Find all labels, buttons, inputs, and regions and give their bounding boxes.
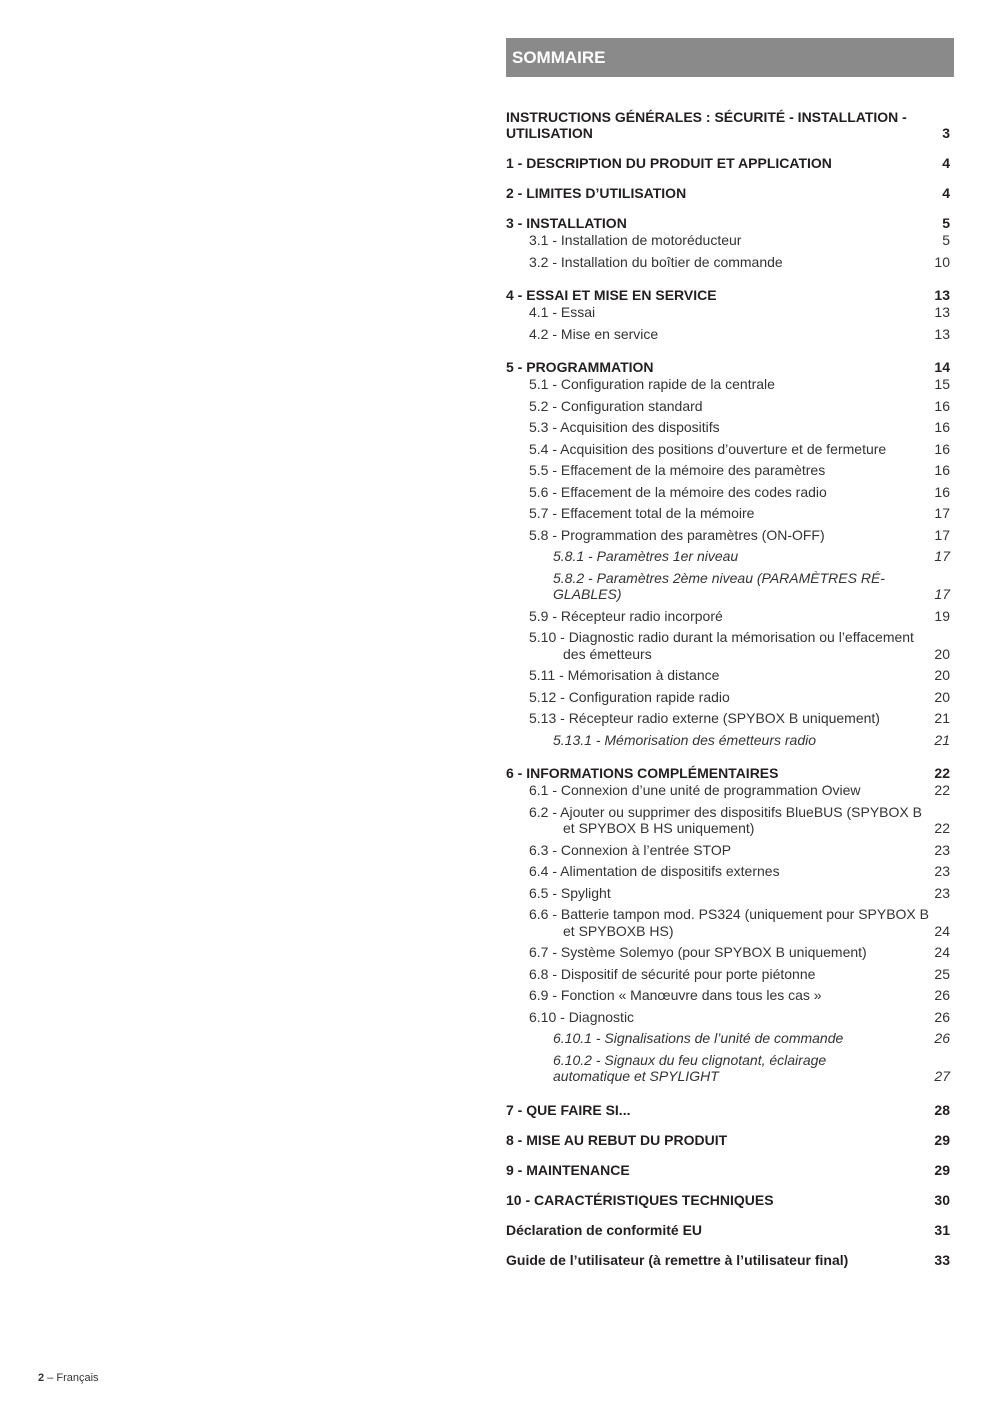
toc-section [506,1132,950,1148]
toc-entry-title: 4.2 - Mise en service [529,325,659,342]
toc-entry-page: 26 [934,987,950,1003]
toc-subsection-entry[interactable] [506,987,950,1004]
toc-entry-title: 5.13 - Récepteur radio externe (SPYBOX B uniquement) [529,710,880,726]
toc-entry-page: 23 [934,841,950,858]
table-of-contents [506,109,950,1268]
toc-entry-title: 6.6 - Batterie tampon mod. PS324 (uniquement pour SPYBOX B et SPYBOXB HS) [529,906,929,939]
toc-entry-page: 17 [934,526,950,543]
toc-entry-title: 5.3 - Acquisition des dispositifs [529,419,720,435]
toc-entry-page: 26 [934,1008,950,1025]
toc-subsection-entry[interactable] [506,326,950,343]
toc-section [506,1162,950,1178]
toc-section-entry[interactable] [506,765,950,781]
footer-language: – Français [44,1372,99,1384]
toc-section-entry[interactable] [506,1102,950,1118]
toc-section-entry[interactable] [506,185,950,201]
toc-entry-title: 1 - DESCRIPTION DU PRODUIT ET APPLICATION [506,155,832,171]
toc-entry-title: 6 - INFORMATIONS COMPLÉMENTAIRES [506,765,779,781]
toc-entry-title: Guide de l’utilisateur (à remettre à l’utilisateur final) [506,1251,849,1268]
toc-subsection-entry[interactable] [506,527,950,544]
toc-entry-page: 13 [934,325,950,342]
toc-section [506,1102,950,1118]
toc-entry-title: 5.4 - Acquisition des positions d’ouverture et de fermeture [529,440,887,457]
toc-section-entry[interactable] [506,287,950,303]
toc-section-entry[interactable] [506,1252,950,1268]
toc-subsection-entry[interactable] [506,376,950,393]
toc-entry-title: 5 - PROGRAMMATION [506,359,654,375]
toc-section-entry[interactable] [506,1192,950,1208]
toc-entry-page: 5 [942,232,950,248]
toc-section [506,109,950,141]
toc-subsection-entry[interactable] [506,667,950,684]
toc-title: SOMMAIRE [512,48,606,67]
toc-entry-title: 5.12 - Configuration rapide radio [529,688,730,705]
toc-entry-title: INSTRUCTIONS GÉNÉRALES : SÉCURITÉ - INSTALLATION - UTILISATION [506,109,907,141]
toc-entry-page: 16 [934,440,950,457]
toc-entry-page: 13 [934,304,950,320]
toc-subsection-entry[interactable] [506,863,950,880]
toc-entry-title: 6.8 - Dispositif de sécurité pour porte piétonne [529,965,816,982]
toc-entry-page: 24 [934,922,950,939]
toc-entry-page: 16 [934,462,950,478]
toc-entry-page: 24 [934,944,950,960]
toc-entry-title: 5.11 - Mémorisation à distance [529,667,720,683]
toc-entry-title: 6.3 - Connexion à l’entrée STOP [529,841,732,858]
toc-entry-page: 33 [934,1251,950,1268]
toc-entry-page: 28 [934,1101,950,1118]
toc-entry-page: 22 [934,782,950,798]
toc-entry-title: 6.10.1 - Signalisations de l’unité de commande [553,1030,844,1046]
toc-entry-page: 30 [934,1191,950,1208]
toc-entry-title: 4.1 - Essai [529,304,596,320]
toc-entry-page: 19 [934,607,950,624]
toc-section [506,155,950,171]
toc-entry-page: 16 [934,419,950,435]
toc-entry-page: 16 [934,483,950,500]
toc-entry-title: 3 - INSTALLATION [506,215,627,231]
page-footer [38,1372,99,1384]
toc-subsection-entry[interactable] [506,505,950,522]
toc-entry-page: 31 [934,1221,950,1238]
toc-section [506,1192,950,1208]
toc-subsubsection-entry[interactable] [506,732,950,749]
toc-section [506,287,950,342]
toc-entry-title: 3.2 - Installation du boîtier de commande [529,253,783,270]
toc-entry-title: 5.8 - Programmation des paramètres (ON-OFF) [529,526,825,543]
toc-entry-title: 7 - QUE FAIRE SI... [506,1101,631,1118]
toc-subsection-entry[interactable] [506,232,950,249]
toc-subsection-entry[interactable] [506,441,950,458]
toc-entry-page: 17 [934,505,950,521]
toc-subsubsection-entry[interactable] [506,1030,950,1047]
toc-entry-title: 6.2 - Ajouter ou supprimer des dispositifs BlueBUS (SPYBOX B et SPYBOX B HS uniquement) [529,803,922,836]
toc-entry-title: 5.8.1 - Paramètres 1er niveau [553,548,739,564]
toc-entry-page: 20 [934,667,950,683]
toc-subsection-entry[interactable] [506,842,950,859]
toc-entry-page: 22 [934,765,950,781]
toc-entry-page: 21 [934,731,950,748]
toc-entry-page: 23 [934,863,950,879]
toc-entry-title: 5.10 - Diagnostic radio durant la mémorisation ou l’effacement des émetteurs [529,629,914,662]
toc-entry-page: 4 [942,155,950,171]
toc-entry-title: 5.9 - Récepteur radio incorporé [529,607,723,624]
toc-entry-title: 6.7 - Système Solemyo (pour SPYBOX B uniquement) [529,944,867,960]
toc-entry-title: 5.7 - Effacement total de la mémoire [529,505,755,521]
toc-entry-page: 15 [934,376,950,392]
toc-entry-page: 25 [934,965,950,982]
toc-entry-page: 17 [934,548,950,564]
toc-entry-page: 22 [934,820,950,836]
toc-entry-page: 16 [934,397,950,414]
toc-entry-title: 6.9 - Fonction « Manœuvre dans tous les cas » [529,987,822,1003]
toc-entry-page: 20 [934,688,950,705]
toc-entry-title: 6.1 - Connexion d’une unité de programmation Oview [529,782,861,798]
toc-subsection-entry[interactable] [506,304,950,321]
toc-entry-page: 14 [934,359,950,375]
toc-subsection-entry[interactable] [506,629,950,662]
toc-entry-title: 6.10.2 - Signaux du feu clignotant, éclairage automatique et SPYLIGHT [553,1051,827,1084]
toc-section-entry[interactable] [506,109,950,141]
toc-subsection-entry[interactable] [506,608,950,625]
toc-entry-title: 5.1 - Configuration rapide de la centrale [529,376,775,392]
toc-entry-page: 29 [934,1131,950,1148]
toc-entry-title: 5.6 - Effacement de la mémoire des codes radio [529,483,827,500]
toc-section [506,765,950,1085]
toc-entry-page: 23 [934,884,950,901]
toc-entry-page: 29 [934,1161,950,1178]
toc-entry-page: 27 [934,1068,950,1084]
toc-entry-title: 8 - MISE AU REBUT DU PRODUIT [506,1131,728,1148]
toc-entry-page: 4 [942,185,950,201]
toc-section [506,215,950,270]
toc-header [506,38,954,77]
toc-subsection-entry[interactable] [506,419,950,436]
toc-subsection-entry[interactable] [506,484,950,501]
toc-entry-title: 3.1 - Installation de motoréducteur [529,232,742,248]
toc-entry-title: 5.5 - Effacement de la mémoire des paramètres [529,462,826,478]
toc-entry-title: 5.8.2 - Paramètres 2ème niveau (PARAMÈTRES RÉ-GLABLES) [553,569,885,602]
toc-subsubsection-entry[interactable] [506,570,950,603]
toc-entry-title: 2 - LIMITES D’UTILISATION [506,185,687,201]
toc-subsection-entry[interactable] [506,710,950,727]
toc-subsection-entry[interactable] [506,1009,950,1026]
toc-subsection-entry[interactable] [506,689,950,706]
toc-entry-page: 26 [934,1030,950,1046]
toc-subsection-entry[interactable] [506,966,950,983]
toc-entry-page: 20 [934,645,950,662]
page-number: 2 [38,1372,45,1384]
toc-subsection-entry[interactable] [506,804,950,837]
toc-entry-title: Déclaration de conformité EU [506,1221,703,1238]
toc-entry-title: 9 - MAINTENANCE [506,1161,630,1178]
toc-entry-page: 3 [942,125,950,141]
toc-entry-title: 4 - ESSAI ET MISE EN SERVICE [506,287,717,303]
toc-section-entry[interactable] [506,1132,950,1148]
toc-section-entry[interactable] [506,155,950,171]
toc-section [506,1252,950,1268]
toc-subsection-entry[interactable] [506,906,950,939]
toc-entry-title: 5.2 - Configuration standard [529,397,703,414]
toc-subsection-entry[interactable] [506,462,950,479]
toc-entry-page: 17 [934,586,950,602]
toc-section-entry[interactable] [506,215,950,231]
toc-section [506,1222,950,1238]
toc-section-entry[interactable] [506,359,950,375]
toc-section-entry[interactable] [506,1162,950,1178]
toc-subsection-entry[interactable] [506,944,950,961]
toc-subsection-entry[interactable] [506,398,950,415]
toc-subsubsection-entry[interactable] [506,548,950,565]
toc-entry-title: 6.4 - Alimentation de dispositifs externes [529,863,780,879]
toc-subsection-entry[interactable] [506,254,950,271]
toc-entry-title: 6.5 - Spylight [529,884,611,901]
toc-subsubsection-entry[interactable] [506,1052,950,1085]
toc-section [506,359,950,748]
toc-entry-title: 5.13.1 - Mémorisation des émetteurs radio [553,731,817,748]
toc-section-entry[interactable] [506,1222,950,1238]
toc-entry-title: 10 - CARACTÉRISTIQUES TECHNIQUES [506,1191,774,1208]
toc-entry-page: 5 [942,215,950,231]
toc-entry-title: 6.10 - Diagnostic [529,1008,635,1025]
toc-entry-page: 13 [934,287,950,303]
toc-subsection-entry[interactable] [506,885,950,902]
toc-section [506,185,950,201]
toc-entry-page: 21 [934,710,950,726]
toc-entry-page: 10 [934,253,950,270]
toc-subsection-entry[interactable] [506,782,950,799]
